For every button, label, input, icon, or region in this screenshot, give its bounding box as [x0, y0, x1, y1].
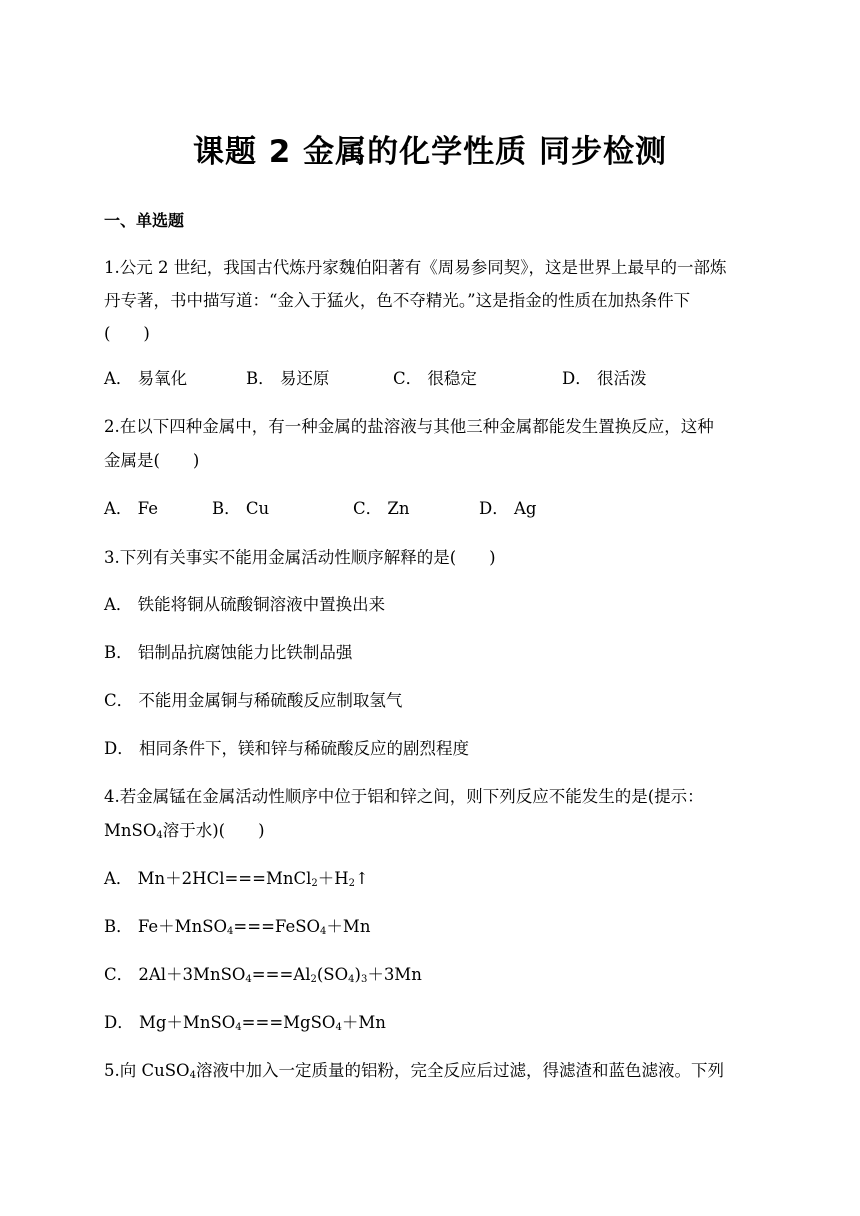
q3-line-1: 3.下列有关事实不能用金属活动性顺序解释的是( ) [104, 548, 496, 567]
q4-option-c-part: ===Al [251, 965, 311, 984]
q4-option-d [104, 1013, 386, 1033]
page-title: 课题 2 金属的化学性质 同步检测 [193, 134, 667, 170]
q5-line-1-text: 5.向 CuSO [104, 1061, 190, 1080]
q2-line-1: 2.在以下四种金属中，有一种金属的盐溶液与其他三种金属都能发生置换反应，这种 [104, 417, 714, 436]
q4-option-a-part: A． Mn＋2HCl===MnCl [104, 869, 312, 888]
q4-option-d-part: ＋Mn [341, 1013, 386, 1032]
q5-line-1-text: 溶液中加入一定质量的铝粉，完全反应后过滤，得滤渣和蓝色滤液。下列 [195, 1061, 724, 1080]
q1-option-b: B． 易还原 [246, 369, 330, 388]
q4-option-c [104, 965, 422, 985]
q1-option-c: C． 很稳定 [393, 369, 477, 388]
q1-line-1: 1.公元 2 世纪，我国古代炼丹家魏伯阳著有《周易参同契》，这是世界上最早的一部炼 [104, 258, 727, 277]
q4-option-b-sub: 4 [227, 926, 234, 937]
q4-option-c-part: ＋3Mn [367, 965, 422, 984]
q4-option-a-part: ＋H [317, 869, 349, 888]
q4-option-a-sub: 2 [311, 878, 318, 889]
q2-line-2: 金属是( ) [104, 451, 200, 470]
q2-option-b: B． Cu [212, 499, 270, 518]
q4-subscript: 4 [156, 830, 163, 841]
q1-line-3: ( ) [104, 324, 150, 343]
q4-option-b-part: ＋Mn [326, 917, 371, 936]
q4-option-b-part: B． Fe＋MnSO [104, 917, 228, 936]
q4-option-d-sub: 4 [335, 1022, 342, 1033]
q4-option-c-sub: 4 [245, 974, 252, 985]
q3-option-d: D． 相同条件下，镁和锌与稀硫酸反应的剧烈程度 [104, 739, 469, 758]
q1-option-a: A． 易氧化 [104, 369, 188, 388]
q4-option-d-sub: 4 [235, 1022, 242, 1033]
q4-option-b [104, 917, 370, 937]
q4-option-c-part: ) [354, 965, 361, 984]
q4-line-2 [104, 821, 764, 841]
q4-option-c-part: C． 2Al＋3MnSO [104, 965, 246, 984]
q5-line-1 [104, 1061, 764, 1081]
q2-option-d: D． Ag [479, 499, 537, 518]
q4-option-a [104, 869, 369, 889]
q4-option-c-sub: 4 [348, 974, 355, 985]
q4-option-d-part: D． Mg＋MnSO [104, 1013, 236, 1032]
q3-option-a: A． 铁能将铜从硫酸铜溶液中置换出来 [104, 595, 386, 614]
q4-option-a-part: ↑ [355, 869, 369, 888]
q4-option-c-sub: 3 [360, 974, 368, 985]
q4-option-b-part: ===FeSO [233, 917, 321, 936]
q1-line-2: 丹专著，书中描写道：“金入于猛火，色不夺精光。”这是指金的性质在加热条件下 [104, 291, 691, 310]
q4-formula-text: MnSO [104, 821, 157, 840]
q4-line-1: 4.若金属锰在金属活动性顺序中位于铝和锌之间，则下列反应不能发生的是(提示： [104, 787, 704, 806]
q2-option-c: C． Zn [353, 499, 410, 518]
q4-option-d-part: ===MgSO [241, 1013, 336, 1032]
q3-option-b: B． 铝制品抗腐蚀能力比铁制品强 [104, 643, 353, 662]
q1-option-d: D． 很活泼 [562, 369, 647, 388]
q4-line-2-text: 溶于水)( ) [162, 821, 265, 840]
q4-option-a-sub: 2 [348, 878, 356, 889]
q4-option-c-part: (SO [316, 965, 349, 984]
q4-option-b-sub: 4 [320, 926, 327, 937]
q4-option-c-sub: 2 [310, 974, 317, 985]
q5-subscript: 4 [189, 1070, 196, 1081]
q3-option-c: C． 不能用金属铜与稀硫酸反应制取氢气 [104, 691, 403, 710]
q2-option-a: A． Fe [104, 499, 158, 518]
section-heading: 一、单选题 [104, 211, 185, 230]
